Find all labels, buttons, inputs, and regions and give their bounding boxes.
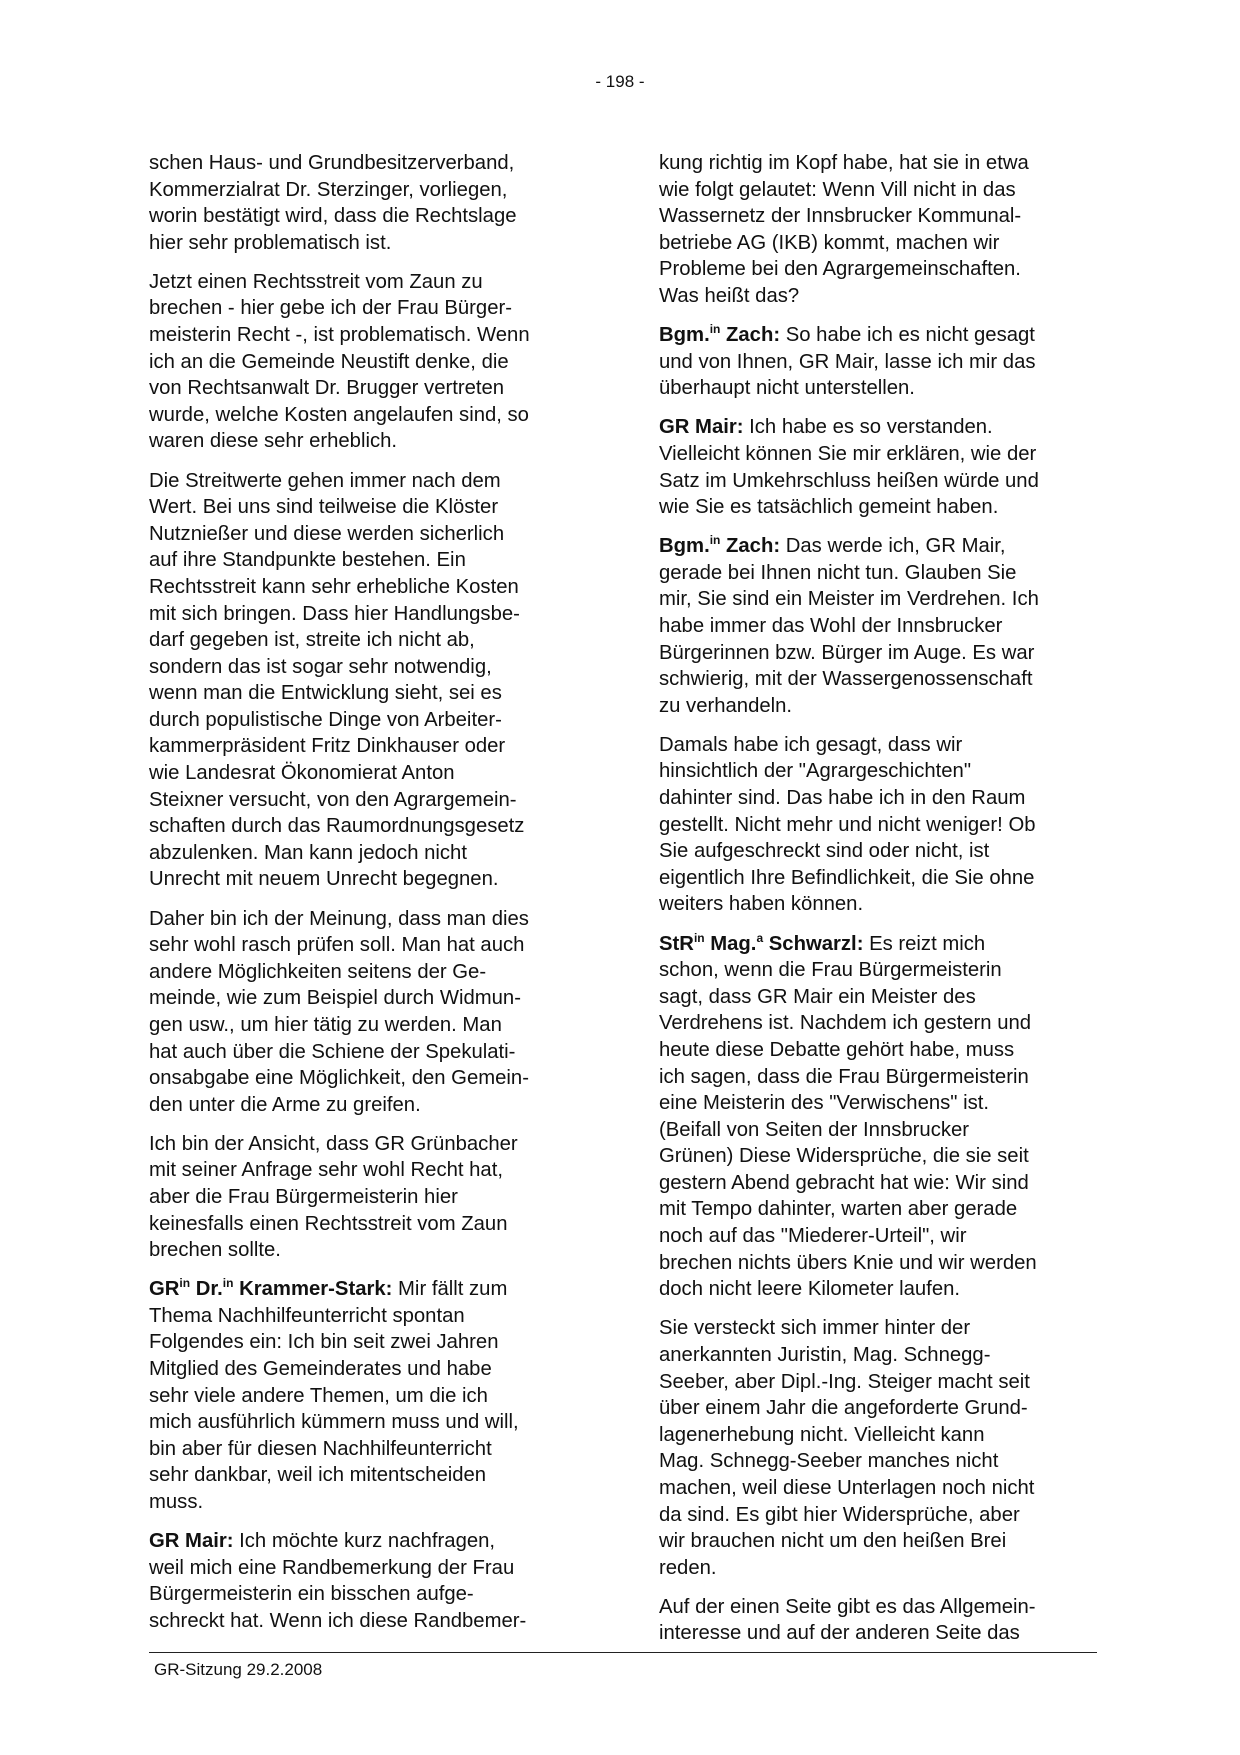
- text-line: doch nicht leere Kilometer laufen.: [659, 1278, 961, 1301]
- text-line: Mir fällt zum: [392, 1278, 508, 1301]
- text-line: Rechtsstreit kann sehr erhebliche Kosten: [149, 575, 519, 598]
- text-line: Ich habe es so verstanden.: [743, 416, 993, 439]
- text-line: von Rechtsanwalt Dr. Brugger vertreten: [149, 377, 505, 400]
- text-line: ich an die Gemeinde Neustift denke, die: [149, 350, 509, 373]
- text-line: Das werde ich, GR Mair,: [780, 535, 1006, 558]
- speaker-title: StR: [659, 932, 694, 955]
- text-line: habe immer das Wohl der Innsbrucker: [659, 615, 1003, 637]
- text-line: Unrecht mit neuem Unrecht begegnen.: [149, 868, 499, 891]
- speaker-title: Krammer-Stark:: [233, 1278, 393, 1301]
- text-line: brechen - hier gebe ich der Frau Bürger-: [149, 297, 512, 320]
- text-line: machen, weil diese Unterlagen noch nicht: [659, 1476, 1035, 1499]
- text-line: Es reizt mich: [863, 932, 986, 955]
- paragraph: [149, 1276, 595, 1515]
- text-line: Daher bin ich der Meinung, dass man dies: [149, 907, 529, 930]
- text-line: sondern das ist sogar sehr notwendig,: [149, 655, 492, 678]
- text-line: wurde, welche Kosten angelaufen sind, so: [149, 403, 529, 426]
- paragraph: [659, 322, 1105, 402]
- text-line: Jetzt einen Rechtsstreit vom Zaun zu: [149, 270, 483, 293]
- speaker-name: [659, 416, 744, 438]
- text-line: Thema Nachhilfeunterricht spontan: [149, 1304, 465, 1327]
- text-line: interesse und auf der anderen Seite das: [659, 1622, 1020, 1645]
- text-line: schon, wenn die Frau Bürgermeisterin: [659, 959, 1002, 982]
- text-line: (Beifall von Seiten der Innsbrucker: [659, 1118, 970, 1141]
- text-line: Folgendes ein: Ich bin seit zwei Jahren: [149, 1331, 499, 1354]
- text-line: Bürgerinnen bzw. Bürger im Auge. Es war: [659, 641, 1035, 664]
- text-line: wie Landesrat Ökonomierat Anton: [149, 762, 455, 785]
- text-line: weiters haben können.: [659, 893, 864, 916]
- text-line: Sie versteckt sich immer hinter der: [659, 1317, 971, 1340]
- text-line: Bürgermeisterin ein bisschen aufge-: [149, 1583, 474, 1606]
- text-line: sehr wohl rasch prüfen soll. Man hat auch: [149, 934, 525, 957]
- text-line: Kommerzialrat Dr. Sterzinger, vorliegen,: [149, 178, 508, 201]
- text-line: worin bestätigt wird, dass die Rechtslage: [149, 205, 517, 228]
- text-line: mit sich bringen. Dass hier Handlungsbe-: [149, 602, 520, 625]
- speaker-suffix: in: [709, 322, 721, 337]
- text-line: wir brauchen nicht um den heißen Brei: [659, 1530, 1007, 1553]
- speaker-title: Zach:: [720, 324, 781, 347]
- text-line: Sie aufgeschreckt sind oder nicht, ist: [659, 840, 990, 863]
- text-line: anerkannten Juristin, Mag. Schnegg-: [659, 1343, 991, 1366]
- text-line: sehr viele andere Themen, um die ich: [149, 1384, 488, 1407]
- text-line: schwierig, mit der Wassergenossenschaft: [659, 668, 1033, 691]
- text-line: heute diese Debatte gehört habe, muss: [659, 1038, 1015, 1061]
- speaker-title: Bgm.: [659, 535, 710, 558]
- text-line: gestern Abend gebracht hat wie: Wir sind: [659, 1171, 1029, 1194]
- text-line: lagenerhebung nicht. Vielleicht kann: [659, 1423, 985, 1446]
- text-line: onsabgabe eine Möglichkeit, den Gemein-: [149, 1067, 529, 1090]
- text-line: Wert. Bei uns sind teilweise die Klöster: [149, 496, 499, 519]
- text-line: schen Haus- und Grundbesitzerverband,: [149, 152, 515, 174]
- text-line: Damals habe ich gesagt, dass wir: [659, 733, 963, 756]
- paragraph: [149, 906, 595, 1119]
- text-line: meinde, wie zum Beispiel durch Widmun-: [149, 987, 521, 1010]
- text-line: So habe ich es nicht gesagt: [780, 324, 1035, 347]
- text-line: Was heißt das?: [659, 284, 800, 307]
- text-line: Satz im Umkehrschluss heißen würde und: [659, 469, 1039, 492]
- paragraph: [659, 150, 1105, 310]
- speaker-title: Bgm.: [659, 324, 710, 347]
- text-line: Mag. Schnegg-Seeber manches nicht: [659, 1450, 999, 1473]
- speaker-suffix: in: [222, 1276, 234, 1291]
- text-line: Seeber, aber Dipl.-Ing. Steiger macht seit: [659, 1370, 1030, 1393]
- text-line: Mitglied des Gemeinderates und habe: [149, 1358, 492, 1381]
- text-line: Nutznießer und diese werden sicherlich: [149, 522, 505, 545]
- speaker-name: [659, 324, 780, 346]
- text-line: den unter die Arme zu greifen.: [149, 1093, 421, 1116]
- text-line: wie Sie es tatsächlich gemeint haben.: [659, 496, 999, 519]
- paragraph: [659, 1315, 1105, 1581]
- text-line: schreckt hat. Wenn ich diese Randbemer-: [149, 1609, 527, 1632]
- speaker-name: [149, 1278, 392, 1300]
- paragraph: [149, 1131, 595, 1264]
- text-line: keinesfalls einen Rechtsstreit vom Zaun: [149, 1212, 508, 1235]
- speaker-suffix: in: [693, 930, 705, 945]
- text-line: sagt, dass GR Mair ein Meister des: [659, 985, 976, 1008]
- left-column: [149, 150, 595, 1647]
- text-line: Vielleicht können Sie mir erklären, wie der: [659, 442, 1037, 465]
- text-line: schaften durch das Raumordnungsgesetz: [149, 815, 525, 838]
- speaker-title: GR Mair:: [659, 416, 744, 439]
- text-line: ich sagen, dass die Frau Bürgermeisterin: [659, 1065, 1029, 1088]
- text-line: Steixner versucht, von den Agrargemein-: [149, 788, 517, 811]
- text-line: abzulenken. Man kann jedoch nicht: [149, 841, 467, 864]
- text-line: waren diese sehr erheblich.: [149, 430, 398, 453]
- text-line: aber die Frau Bürgermeisterin hier: [149, 1185, 458, 1208]
- footer-divider: [149, 1652, 1097, 1653]
- text-line: Grünen) Diese Widersprüche, die sie seit: [659, 1145, 1029, 1168]
- speaker-title: GR: [149, 1278, 180, 1301]
- text-line: wenn man die Entwicklung sieht, sei es: [149, 682, 502, 705]
- text-line: Ich bin der Ansicht, dass GR Grünbacher: [149, 1132, 518, 1155]
- text-line: Ich möchte kurz nachfragen,: [233, 1530, 496, 1553]
- text-line: über einem Jahr die angeforderte Grund-: [659, 1397, 1028, 1420]
- speaker-name: [659, 930, 864, 955]
- text-line: reden.: [659, 1556, 717, 1579]
- text-line: Verdrehens ist. Nachdem ich gestern und: [659, 1012, 1032, 1035]
- speaker-name: [659, 535, 780, 557]
- paragraph: [659, 931, 1105, 1303]
- text-line: darf gegeben ist, streite ich nicht ab,: [149, 629, 475, 652]
- paragraph: [149, 269, 595, 455]
- text-line: dahinter sind. Das habe ich in den Raum: [659, 787, 1026, 810]
- text-line: mich ausführlich kümmern muss und will,: [149, 1411, 519, 1434]
- speaker-title: GR Mair:: [149, 1530, 234, 1553]
- text-line: betriebe AG (IKB) kommt, machen wir: [659, 231, 1000, 254]
- text-line: hier sehr problematisch ist.: [149, 231, 392, 254]
- text-line: mir, Sie sind ein Meister im Verdrehen. Ich: [659, 588, 1039, 611]
- speaker-title: Dr.: [190, 1278, 223, 1301]
- text-line: wie folgt gelautet: Wenn Vill nicht in das: [659, 178, 1016, 201]
- text-line: Die Streitwerte gehen immer nach dem: [149, 469, 501, 492]
- text-line: brechen nichts übers Knie und wir werden: [659, 1251, 1037, 1274]
- text-line: meisterin Recht -, ist problematisch. Wenn: [149, 324, 530, 347]
- text-line: sehr dankbar, weil ich mitentscheiden: [149, 1464, 487, 1487]
- text-line: eigentlich Ihre Befindlichkeit, die Sie ohne: [659, 866, 1035, 889]
- text-line: muss.: [149, 1491, 204, 1513]
- paragraph: [149, 1528, 595, 1634]
- paragraph: [659, 1594, 1105, 1647]
- speaker-suffix: in: [709, 533, 721, 548]
- text-line: zu verhandeln.: [659, 694, 793, 717]
- text-line: Auf der einen Seite gibt es das Allgemein-: [659, 1595, 1036, 1618]
- text-line: und von Ihnen, GR Mair, lasse ich mir das: [659, 350, 1036, 373]
- text-line: auf ihre Standpunkte bestehen. Ein: [149, 549, 466, 572]
- text-line: Wassernetz der Innsbrucker Kommunal-: [659, 205, 1022, 228]
- text-line: andere Möglichkeiten seitens der Ge-: [149, 960, 487, 983]
- text-line: kammerpräsident Fritz Dinkhauser oder: [149, 735, 506, 758]
- text-line: da sind. Es gibt hier Widersprüche, aber: [659, 1503, 1020, 1526]
- paragraph: [659, 414, 1105, 520]
- paragraph: [149, 468, 595, 894]
- text-line: hinsichtlich der "Agrargeschichten": [659, 760, 972, 783]
- text-line: Probleme bei den Agrargemeinschaften.: [659, 258, 1021, 281]
- speaker-suffix: a: [756, 930, 764, 945]
- text-line: hat auch über die Schiene der Spekulati-: [149, 1040, 516, 1063]
- text-line: gen usw., um hier tätig zu werden. Man: [149, 1013, 502, 1036]
- page-number: - 198 -: [595, 72, 645, 91]
- text-line: gerade bei Ihnen nicht tun. Glauben Sie: [659, 561, 1017, 584]
- speaker-title: Zach:: [720, 535, 781, 558]
- right-column: [659, 150, 1105, 1659]
- paragraph: [659, 732, 1105, 918]
- text-line: mit seiner Anfrage sehr wohl Recht hat,: [149, 1159, 503, 1182]
- paragraph: [659, 533, 1105, 719]
- text-line: überhaupt nicht unterstellen.: [659, 377, 915, 400]
- paragraph: [149, 150, 595, 256]
- speaker-title: Schwarzl:: [763, 932, 864, 955]
- text-line: kung richtig im Kopf habe, hat sie in etwa: [659, 152, 1029, 174]
- footer-session-date: GR-Sitzung 29.2.2008: [154, 1660, 323, 1679]
- text-line: durch populistische Dinge von Arbeiter-: [149, 708, 502, 731]
- text-line: mit Tempo dahinter, warten aber gerade: [659, 1198, 1018, 1221]
- text-line: bin aber für diesen Nachhilfeunterricht: [149, 1437, 492, 1460]
- text-line: brechen sollte.: [149, 1239, 281, 1262]
- speaker-title: Mag.: [704, 932, 757, 955]
- text-line: eine Meisterin des "Verwischens" ist.: [659, 1092, 990, 1115]
- speaker-suffix: in: [179, 1276, 191, 1291]
- text-line: weil mich eine Randbemerkung der Frau: [149, 1556, 515, 1579]
- speaker-name: [149, 1530, 234, 1552]
- text-line: noch auf das "Miederer-Urteil", wir: [659, 1225, 967, 1248]
- text-line: gestellt. Nicht mehr und nicht weniger! Ob: [659, 813, 1036, 836]
